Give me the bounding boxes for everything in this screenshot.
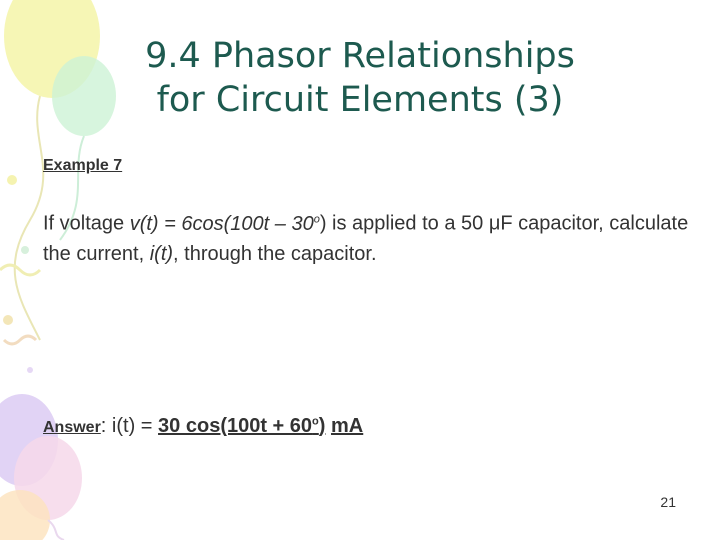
problem-text-3: , through the capacitor. [173,242,377,265]
answer-value: 30 $\cos(100t + 60^o)$ [158,415,326,437]
confetti-dot [7,175,17,185]
slide-title [60,34,660,122]
confetti-dot [3,315,13,325]
answer-degree-sign: o [312,415,319,428]
slide-title-line-1: 9.4 Phasor Relationships [145,36,575,76]
current-symbol: i(t) [149,242,174,265]
answer-line [43,415,363,438]
confetti-streamer [0,265,40,275]
example-label: Example 7 [43,157,123,174]
answer-lhs: i(t) = [111,415,159,437]
answer-label: Answer [43,419,101,436]
yellow-balloon-string [15,96,44,340]
answer-colon: : [100,415,112,437]
problem-text-1: If voltage [43,212,130,235]
degree-sign: o [313,213,320,225]
balloon-string [48,520,64,540]
confetti-dot [27,367,33,373]
confetti-streamer [4,336,36,344]
answer-unit: mA [331,415,364,437]
problem-statement [43,204,693,269]
confetti-dot [21,246,29,254]
problem-text-2: ) is applied to a 50 μF capacitor, calculate the current, [43,212,689,265]
slide-title-line-2: for Circuit Elements (3) [156,80,564,120]
page-number: 21 [660,494,676,510]
voltage-expression: v(t) = 6cos(100t – 30$^o$ [129,212,320,235]
